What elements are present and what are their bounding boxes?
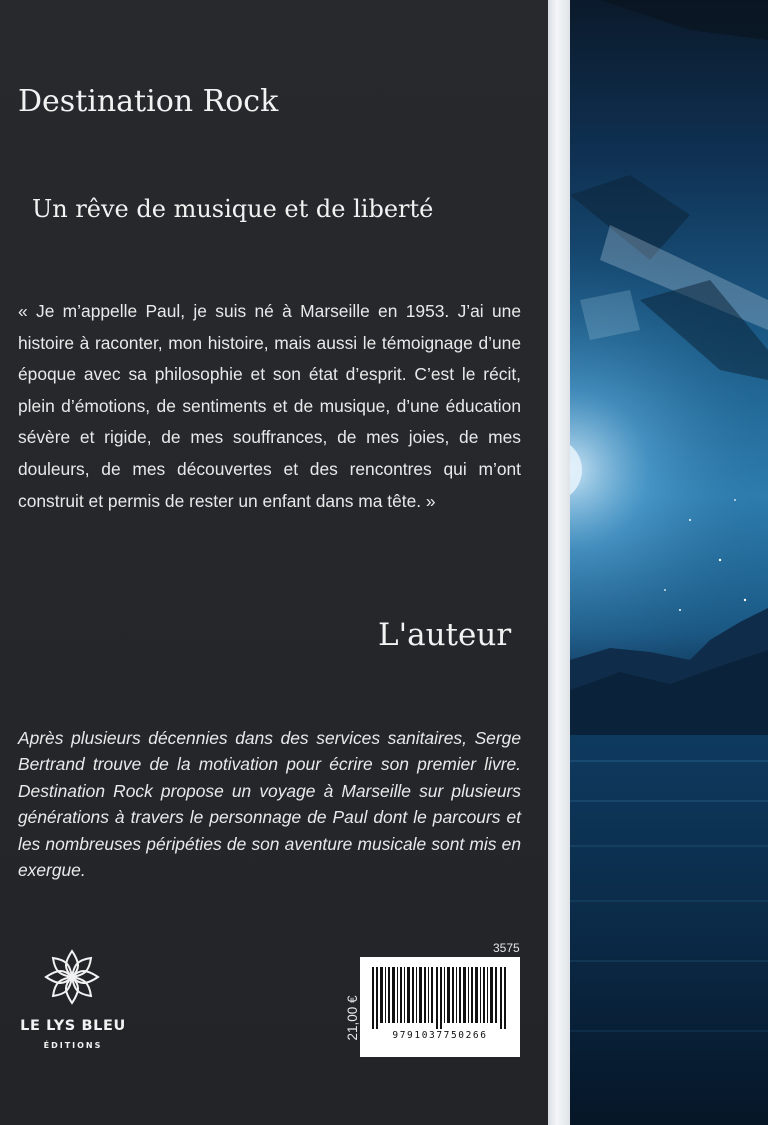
author-bio: Après plusieurs décennies dans des services sanitaires, Serge Bertrand trouve de la motivation pour écrire son premier livre. Destination Rock propose un voyage à Marseille sur plusieurs générations à travers le personnage de Paul dont le parcours et les nombreuses péripéties de son aventure musicale sont mis en exergue.	[18, 728, 521, 881]
lily-flower-icon	[40, 945, 104, 1009]
isbn-number: 9791037750266	[392, 1030, 488, 1041]
price-label: 21,00 €	[345, 995, 360, 1041]
book-title: Destination Rock	[18, 84, 279, 119]
isbn-barcode	[360, 957, 520, 1057]
publisher-name: LE LYS BLEU	[20, 1018, 126, 1034]
book-subtitle: Un rêve de musique et de liberté	[32, 195, 434, 223]
ocean-night-illustration	[570, 0, 768, 1125]
author-heading: L'auteur	[378, 617, 512, 653]
cover-artwork	[570, 0, 768, 1125]
spine-edge	[548, 0, 570, 1125]
back-cover-blurb: « Je m’appelle Paul, je suis né à Marseille en 1953. J’ai une histoire à raconter, mon histoire, mais aussi le témoignage d’une époque avec sa philosophie et son état d’esprit. C’est le récit, plein d’émotions, de sentiments et de musique, d’une éducation sévère et rigide, de mes souffrances, de mes joies, de mes douleurs, de mes découvertes et des rencontres qui m’ont construit et permis de rester un enfant dans ma tête. »	[18, 301, 521, 511]
publisher-subtitle: ÉDITIONS	[43, 1041, 103, 1050]
barcode-bars	[372, 967, 508, 1029]
reference-code: 3575	[493, 941, 520, 955]
